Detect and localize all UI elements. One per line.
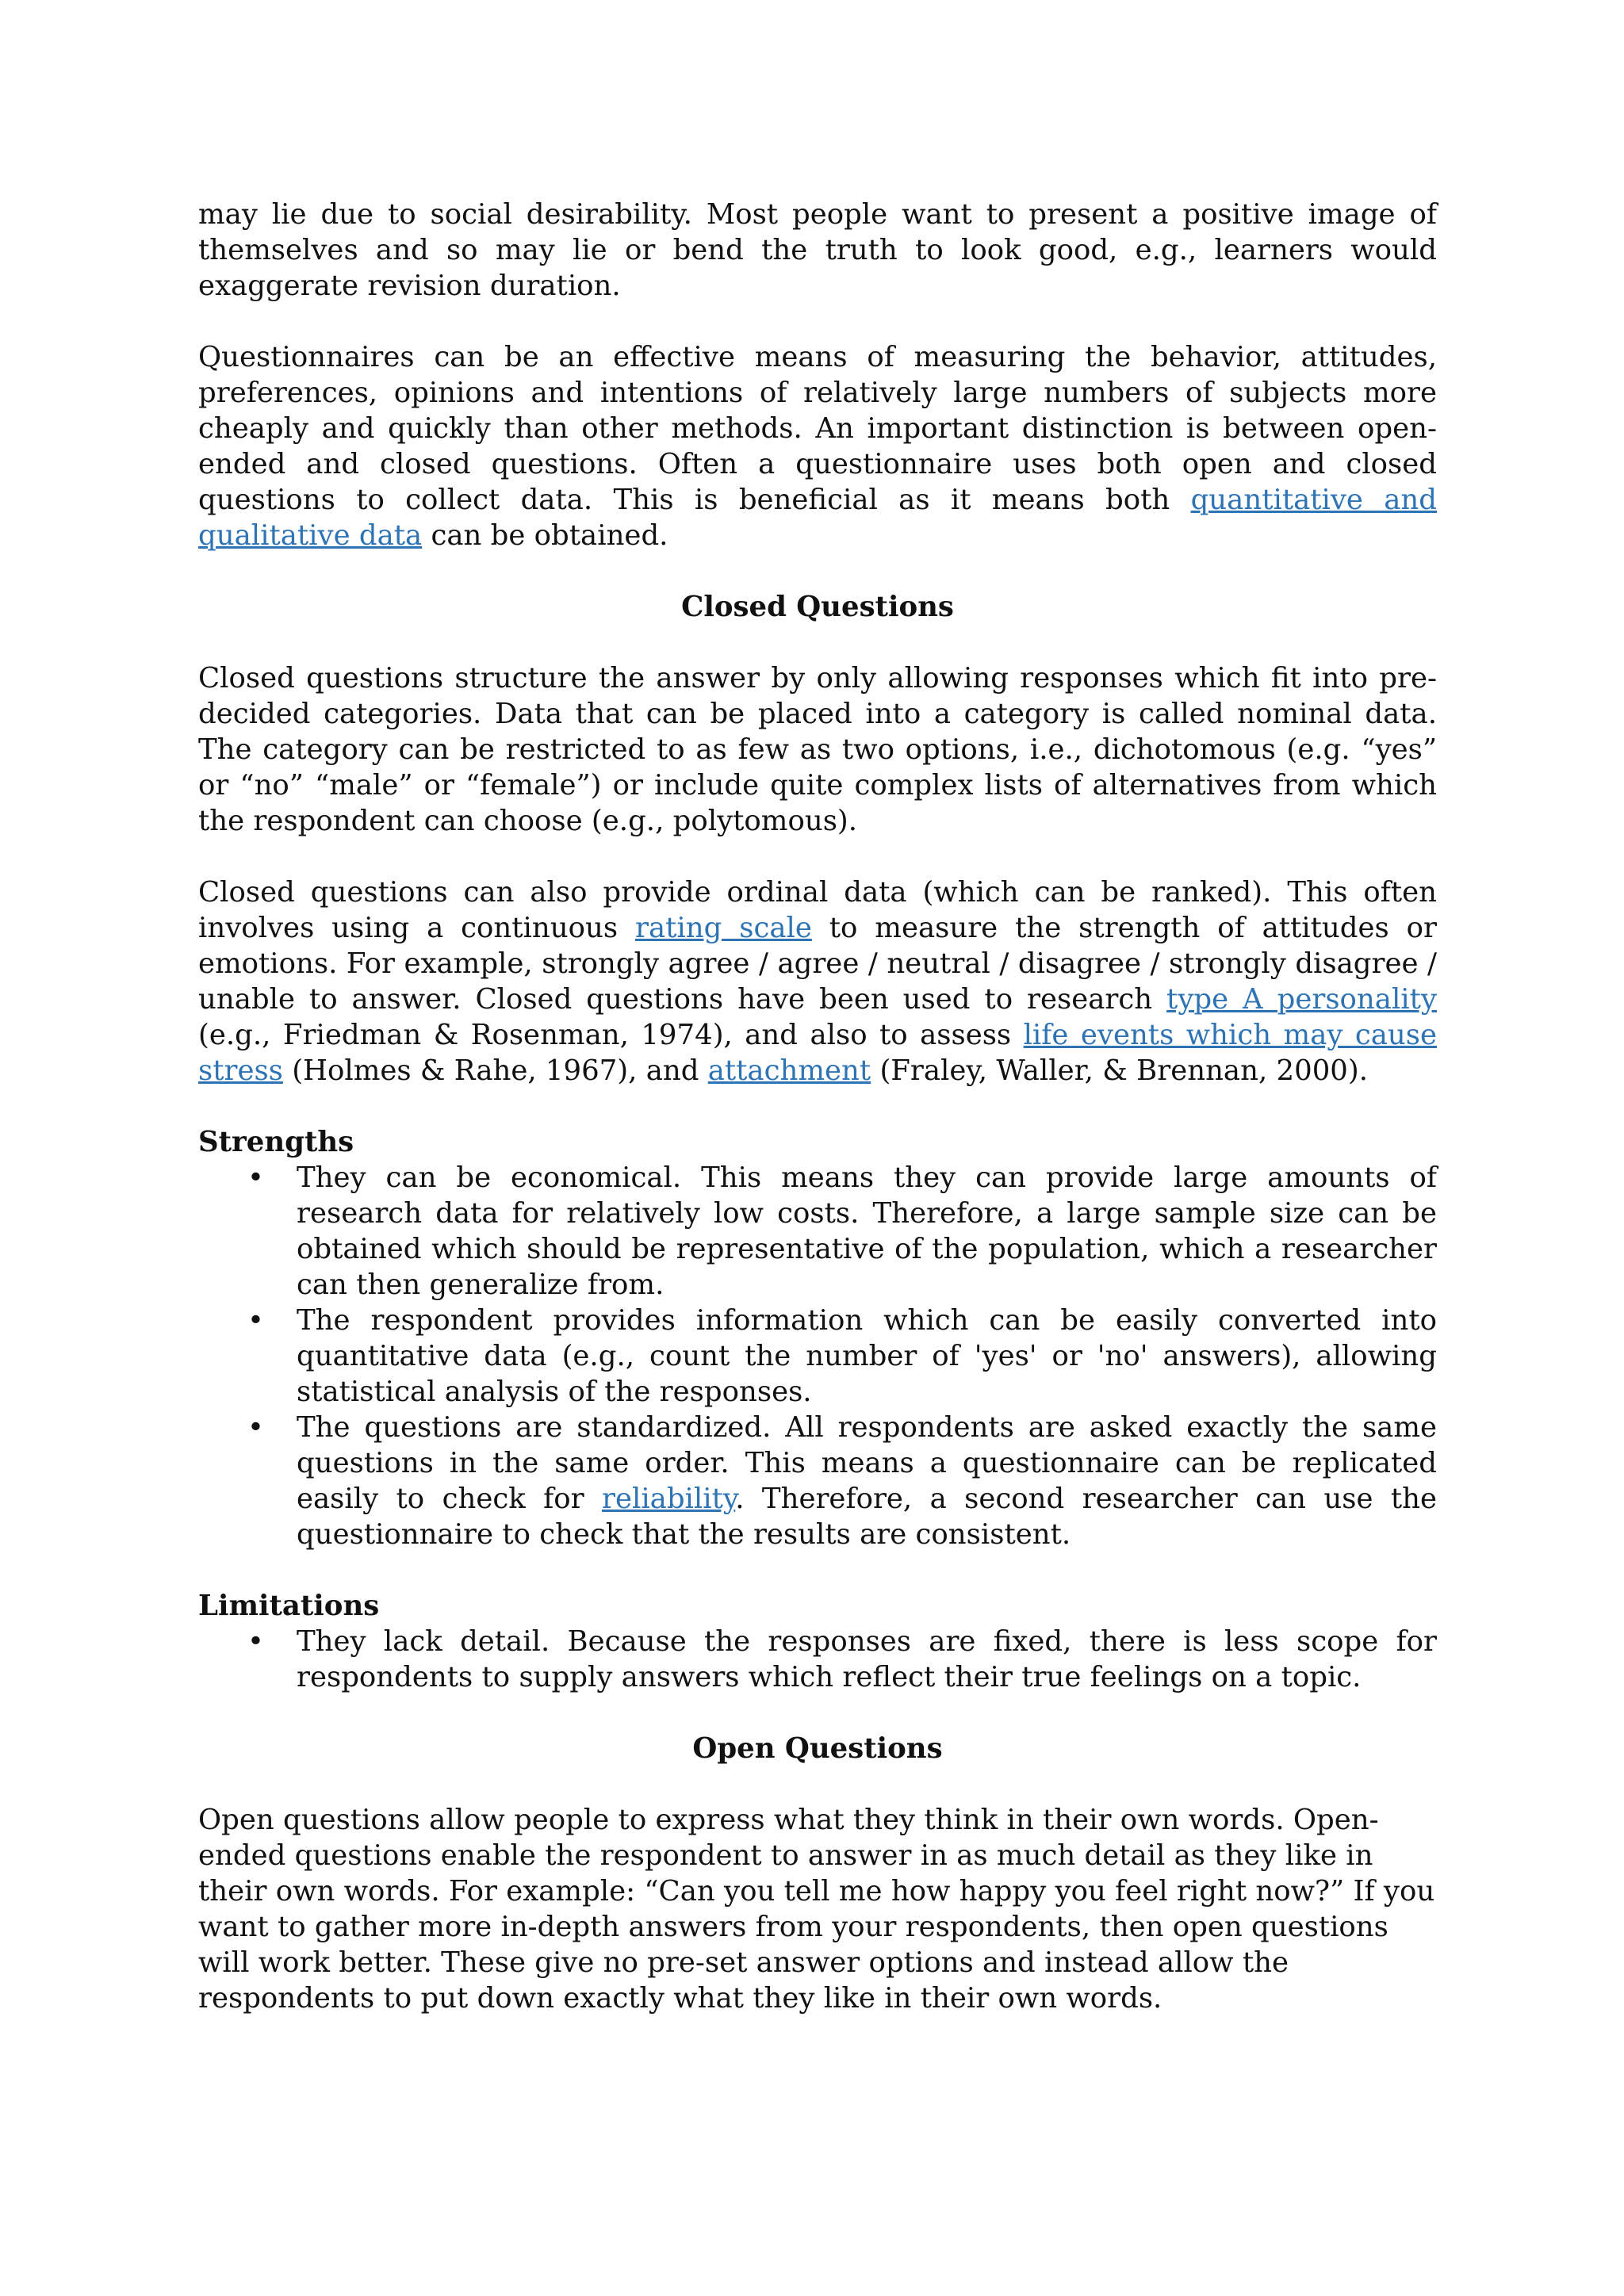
quantitative-qualitative-data-link[interactable]: quantitative and qualitative data: [198, 484, 1437, 552]
bullet-icon: •: [247, 1625, 264, 1658]
list-item: [198, 1160, 1437, 1303]
intro-paragraph-1: may lie due to social desirability. Most people want to present a positive image of themselves and so may lie or bend the truth to look good, e.g., learners would exaggerate revision duration.: [198, 198, 1437, 302]
document-page: [198, 197, 1437, 2016]
bullet-icon: •: [247, 1304, 264, 1337]
closed-paragraph-1: Closed questions structure the answer by only allowing responses which fit into pre-decided categories. Data that can be placed into a category is called nominal data. The category can be restricted to as few as two options, i.e., dichotomous (e.g. “yes” or “no” “male” or “female”) or include quite complex lists of alternatives from which the respondent can choose (e.g., polytomous).: [198, 662, 1437, 837]
intro-paragraph-2-text-b: can be obtained.: [422, 519, 668, 552]
closed-paragraph-2-text-d: (Holmes & Rahe, 1967), and: [282, 1054, 708, 1087]
list-item: [198, 1410, 1437, 1552]
limitation-item-1-text: They lack detail. Because the responses are fixed, there is less scope for respondents to supply answers which reflect their true feelings on a topic.: [297, 1625, 1437, 1693]
intro-paragraph-2-text-a: Questionnaires can be an effective means of measuring the behavior, attitudes, preferences, opinions and intentions of relatively large numbers of subjects more cheaply and quickly than other methods. An important distinction is between open-ended and closed questions. Often a questionnaire uses both open and closed questions to collect data. This is beneficial as it means both: [198, 341, 1437, 516]
list-item: [198, 1303, 1437, 1410]
strength-item-3-text-b: . Therefore, a second researcher can use the questionnaire to check that the results are consistent.: [297, 1483, 1437, 1551]
closed-paragraph-2: [198, 874, 1437, 1089]
rating-scale-link[interactable]: rating scale: [634, 912, 812, 944]
open-paragraph-1: Open questions allow people to express what they think in their own words. Open-ended questions enable the respondent to answer in as much detail as they like in their own words. For example: “Can you tell me how happy you feel right now?” If you want to gather more in-depth answers from your respondents, then open questions will work better. These give no pre-set answer options and instead allow the respondents to put down exactly what they like in their own words.: [198, 1804, 1435, 2015]
closed-paragraph-2-text-a: Closed questions can also provide ordinal data (which can be ranked). This often involves using a continuous: [198, 876, 1437, 944]
strengths-list: [198, 1160, 1437, 1552]
bullet-icon: •: [247, 1411, 264, 1444]
strength-item-1-text: They can be economical. This means they can provide large amounts of research data for relatively low costs. Therefore, a large sample size can be obtained which should be representative of the population, which a researcher can then generalize from.: [297, 1161, 1437, 1301]
closed-paragraph-2-text-e: (Fraley, Waller, & Brennan, 2000).: [871, 1054, 1369, 1087]
bullet-icon: •: [247, 1161, 264, 1194]
open-questions-heading: Open Questions: [692, 1732, 943, 1765]
strength-item-2-text: The respondent provides information which can be easily converted into quantitative data (e.g., count the number of 'yes' or 'no' answers), allowing statistical analysis of the responses.: [297, 1304, 1437, 1408]
closed-paragraph-2-text-b: to measure the strength of attitudes or emotions. For example, strongly agree / agree / neutral / disagree / strongly disagree / unable to answer. Closed questions have been used to research: [198, 912, 1437, 1016]
reliability-link[interactable]: reliability: [601, 1483, 736, 1515]
attachment-link[interactable]: attachment: [707, 1054, 871, 1087]
limitations-list: [198, 1624, 1437, 1695]
closed-paragraph-2-text-c: (e.g., Friedman & Rosenman, 1974), and also to assess: [198, 1019, 1024, 1051]
strength-item-3-text-a: The questions are standardized. All respondents are asked exactly the same questions in the same order. This means a questionnaire can be replicated easily to check for: [297, 1411, 1437, 1515]
list-item: [198, 1624, 1437, 1695]
strengths-heading: Strengths: [198, 1126, 354, 1158]
type-a-personality-link[interactable]: type A personality: [1166, 983, 1437, 1016]
limitations-heading: Limitations: [198, 1590, 380, 1622]
closed-questions-heading: Closed Questions: [681, 591, 954, 623]
life-events-stress-link[interactable]: life events which may cause stress: [198, 1019, 1437, 1087]
intro-paragraph-2: [198, 339, 1437, 553]
